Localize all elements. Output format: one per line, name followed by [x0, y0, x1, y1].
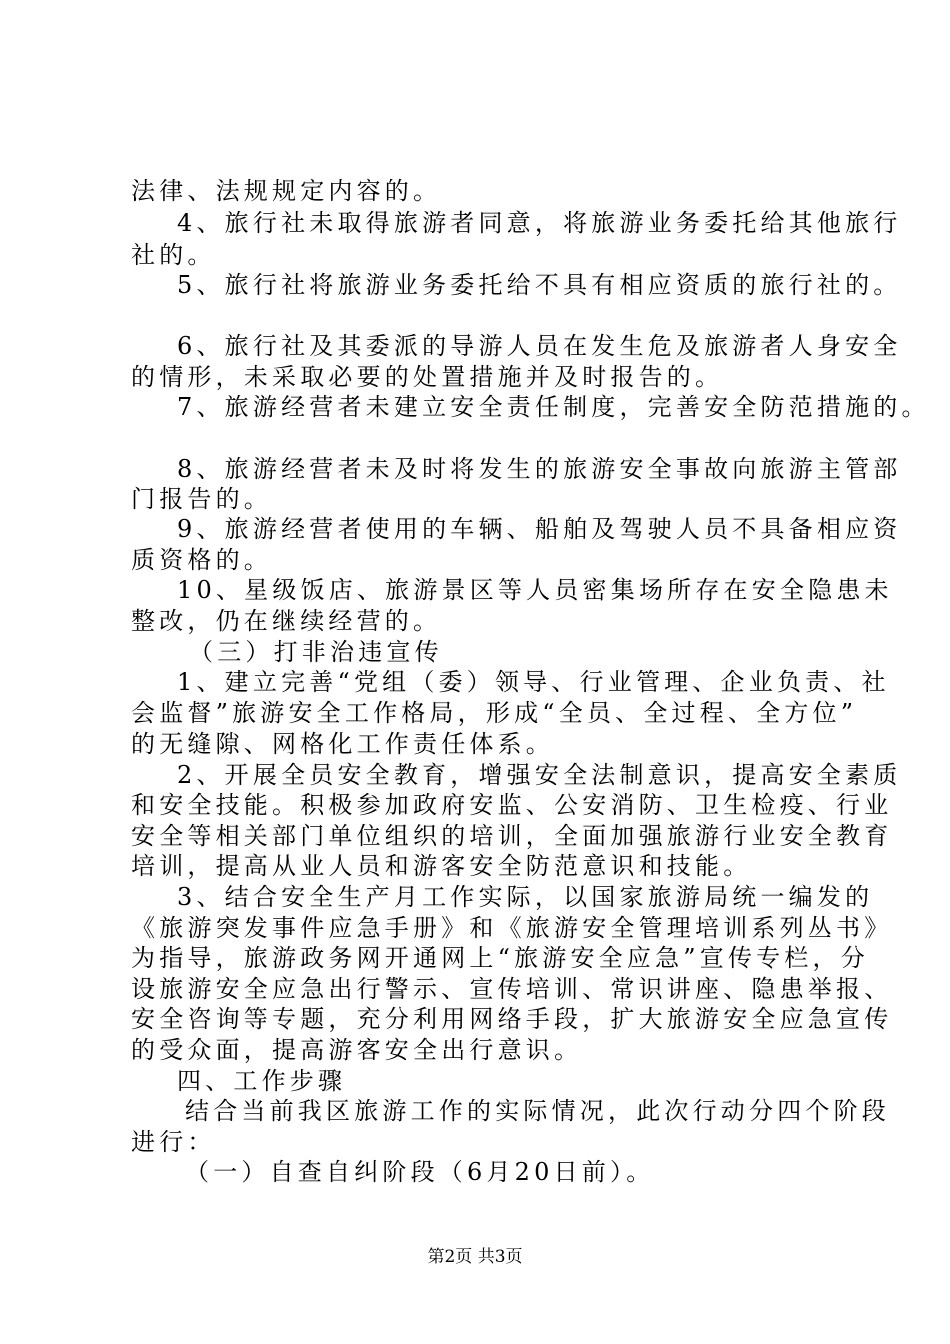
text-line: 结合当前我区旅游工作的实际情况，此次行动分四个阶段: [185, 1097, 890, 1125]
text-line: 6、旅行社及其委派的导游人员在发生危及旅游者人身安全: [177, 332, 902, 360]
text-line: 的情形，未采取必要的处置措施并及时报告的。: [131, 363, 724, 391]
text-line: 2、开展全员安全教育，增强安全法制意识，提高安全素质: [177, 761, 902, 789]
text-line: 10、星级饭店、旅游景区等人员密集场所存在安全隐患未: [177, 576, 893, 604]
text-line: 《旅游突发事件应急手册》和《旅游安全管理培训系列丛书》: [131, 914, 893, 942]
text-line: 安全等相关部门单位组织的培训，全面加强旅游行业安全教育: [131, 822, 893, 850]
text-line: 7、旅游经营者未建立安全责任制度，完善安全防范措施的。: [177, 393, 930, 421]
text-line: 门报告的。: [131, 485, 272, 513]
section-heading: （一）自查自纠阶段（6月20日前）。: [185, 1158, 655, 1186]
text-line: 的受众面，提高游客安全出行意识。: [131, 1036, 583, 1064]
text-line: 的无缝隙、网格化工作责任体系。: [131, 730, 554, 758]
text-line: 整改，仍在继续经营的。: [131, 607, 442, 635]
text-line: 1、建立完善“党组（委）领导、行业管理、企业负责、社: [177, 668, 890, 696]
text-line: 8、旅游经营者未及时将发生的旅游安全事故向旅游主管部: [177, 455, 902, 483]
text-line: 3、结合安全生产月工作实际，以国家旅游局统一编发的: [177, 883, 874, 911]
section-heading: 四、工作步骤: [177, 1067, 347, 1095]
text-line: 安全咨询等专题，充分利用网络手段，扩大旅游安全应急宣传: [131, 1005, 893, 1033]
text-line: 培训，提高从业人员和游客安全防范意识和技能。: [131, 852, 752, 880]
text-line: 社的。: [131, 241, 216, 269]
text-line: 设旅游安全应急出行警示、宣传培训、常识讲座、隐患举报、: [131, 975, 893, 1003]
text-line: 和安全技能。积极参加政府安监、公安消防、卫生检疫、行业: [131, 791, 893, 819]
text-line: 4、旅行社未取得旅游者同意，将旅游业务委托给其他旅行: [177, 209, 902, 237]
page-number-footer: 第2页 共3页: [427, 1247, 523, 1267]
text-line: 会监督”旅游安全工作格局，形成“全员、全过程、全方位”: [131, 699, 858, 727]
text-line: 进行：: [131, 1128, 216, 1156]
text-line: 5、旅行社将旅游业务委托给不具有相应资质的旅行社的。: [177, 271, 902, 299]
text-line: 质资格的。: [131, 546, 272, 574]
text-line: 法律、法规规定内容的。: [131, 177, 442, 205]
section-heading: （三）打非治违宣传: [189, 638, 443, 666]
text-line: 为指导，旅游政务网开通网上“旅游安全应急”宣传专栏，分: [131, 944, 869, 972]
text-line: 9、旅游经营者使用的车辆、船舶及驾驶人员不具备相应资: [177, 515, 902, 543]
